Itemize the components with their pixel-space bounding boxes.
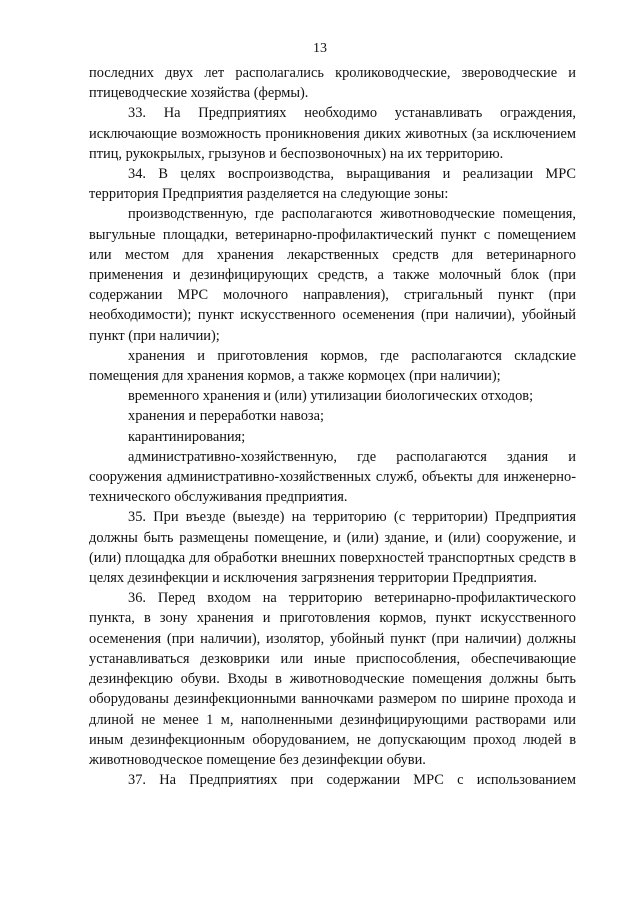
zone-manure: хранения и переработки навоза;	[128, 408, 324, 425]
paragraph-37: 37. На Предприятиях при содержании МРС с использованием	[128, 772, 576, 789]
paragraph-33: 33. На Предприятиях необходимо устанавливать ограждения, исключающие возможность проникновения диких животных (за исключением птиц, рукокрылых, грызунов и беспозвоночных) на их территорию.	[89, 105, 576, 162]
page-number: 13	[313, 41, 327, 56]
document-body	[89, 63, 576, 790]
zone-biowaste: временного хранения и (или) утилизации биологических отходов;	[128, 388, 534, 405]
paragraph-34: 34. В целях воспроизводства, выращивания и реализации МРС территория Предприятия разделяется на следующие зоны:	[89, 166, 576, 203]
paragraph-35: 35. При въезде (выезде) на территорию (с территории) Предприятия должны быть размещены помещение, и (или) здание, и (или) сооружение, и (или) площадка для обработки внешних поверхностей транспортных средств в целях дезинфекции и исключения загрязнения территории Предприятия.	[89, 509, 576, 587]
zone-administrative: административно-хозяйственную, где располагаются здания и сооружения административно-хозяйственных служб, объекты для инженерно-технического обслуживания предприятия.	[89, 448, 576, 506]
paragraph-36: 36. Перед входом на территорию ветеринарно-профилактического пункта, в зону хранения и приготовления кормов, пункт искусственного осеменения (при наличии), изолятор, убойный пункт (при наличии) должны устанавливаться дезковрики или иные приспособления, обеспечивающие дезинфекцию обуви. Входы в животноводческие помещения должны быть оборудованы дезинфекционными ванночками размером по ширине прохода и длиной не менее 1 м, наполненными дезинфицирующими растворами или иным дезинфекционным оборудованием, не допускающим проход людей в животноводческое помещение без дезинфекции обуви.	[89, 590, 576, 768]
zone-quarantine: карантинирования;	[128, 428, 246, 445]
zone-production: производственную, где располагаются животноводческие помещения, выгульные площадки, ветеринарно-профилактический пункт с помещением или местом для хранения лекарственных средств для ветеринарного применения и дезинфицирующих средств, а также молочный блок (при содержании МРС молочного направления), стригальный пункт (при необходимости); пункт искусственного осеменения (при наличии), убойный пункт (при наличии);	[89, 206, 576, 344]
zone-feed-storage: хранения и приготовления кормов, где располагаются складские помещения для хранения кормов, а также кормоцех (при наличии);	[89, 347, 576, 385]
paragraph-continuation: последних двух лет располагались кролиководческие, звероводческие и птицеводческие хозяйства (фермы).	[89, 65, 576, 102]
